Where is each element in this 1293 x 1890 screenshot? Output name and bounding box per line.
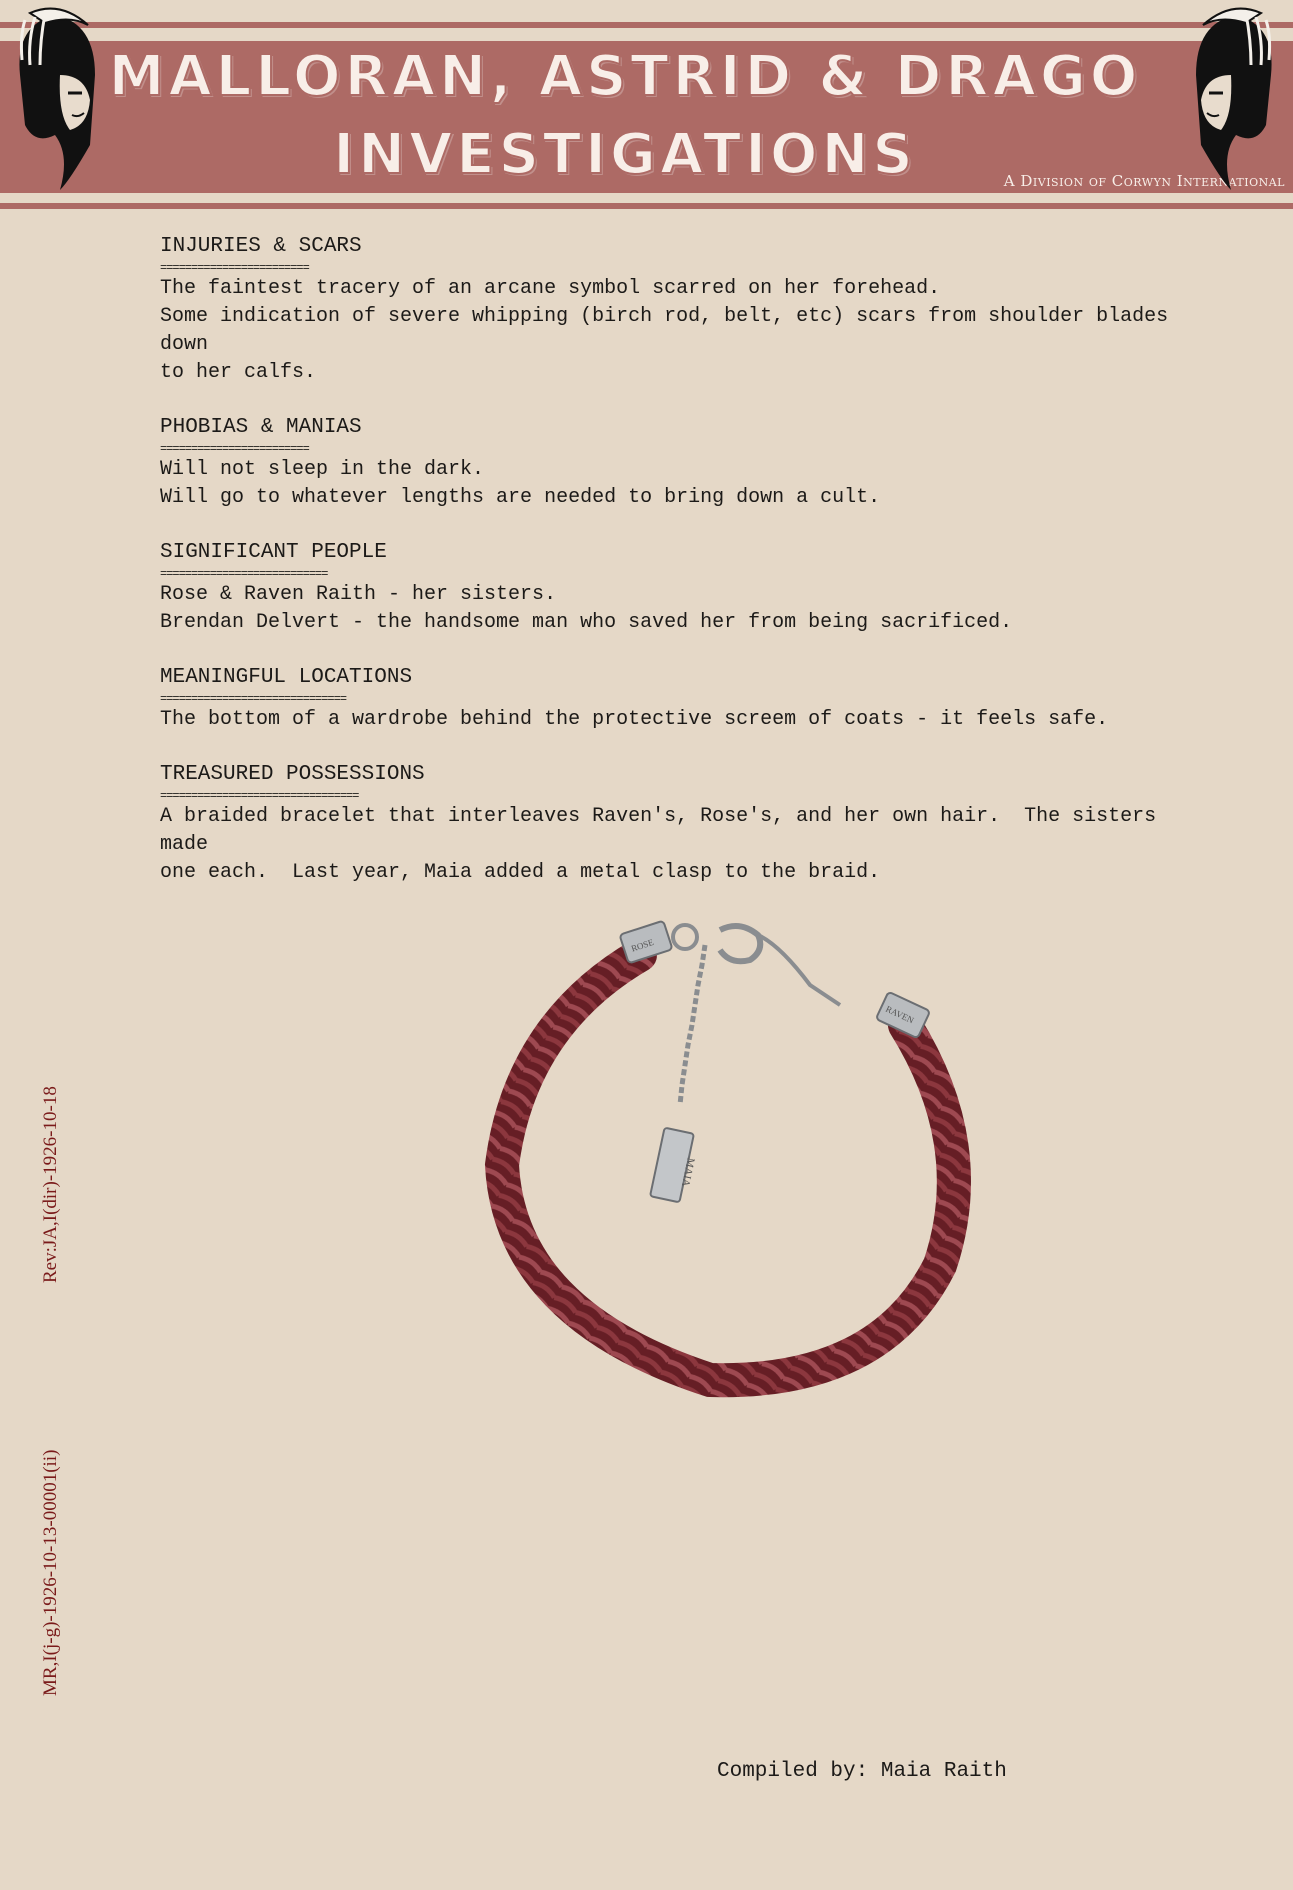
division-subtitle: A Division of Corwyn International	[1003, 172, 1285, 190]
section-rule: ================================	[160, 789, 359, 803]
company-name-line2: INVESTIGATIONS	[333, 122, 917, 187]
section-line: to her calfs.	[160, 361, 317, 384]
section-line: Some indication of severe whipping (birch rod, belt, etc) scars from shoulder blades down	[160, 305, 1181, 356]
section-heading: PHOBIAS & MANIAS	[160, 416, 362, 439]
compiled-name: Maia Raith	[880, 1760, 1007, 1783]
revision-code: Rev:JA,I(dir)-1926-10-18	[40, 1086, 61, 1283]
section-meaningful-locations	[160, 664, 1170, 734]
section-line: A braided bracelet that interleaves Raven's, Rose's, and her own hair. The sisters made	[160, 805, 1169, 856]
section-rule: ========================	[160, 442, 309, 456]
company-name-line1: MALLORAN, ASTRID & DRAGO	[108, 44, 1142, 109]
section-heading: SIGNIFICANT PEOPLE	[160, 541, 387, 564]
compiled-by	[717, 1760, 1007, 1783]
section-line: The bottom of a wardrobe behind the protective screem of coats - it feels safe.	[160, 708, 1109, 731]
top-border-line	[0, 22, 1293, 28]
section-treasured-possessions	[160, 761, 1170, 887]
section-injuries-scars	[160, 233, 1181, 387]
spartan-helmet-logo-right-icon	[1181, 5, 1291, 195]
section-line: Brendan Delvert - the handsome man who saved her from being sacrificed.	[160, 611, 1013, 634]
dossier-content	[160, 233, 1181, 914]
svg-text:RAVEN: RAVEN	[884, 1003, 916, 1026]
section-line: one each. Last year, Maia added a metal clasp to the braid.	[160, 861, 881, 884]
section-line: Will go to whatever lengths are needed to bring down a cult.	[160, 486, 881, 509]
section-significant-people	[160, 539, 1170, 637]
compiled-label: Compiled by:	[717, 1760, 869, 1783]
bottom-border-line	[0, 203, 1293, 209]
end-cap-left	[619, 921, 672, 964]
section-phobias-manias	[160, 414, 1170, 512]
section-rule: ==============================	[160, 692, 347, 706]
braided-bracelet-image	[480, 905, 1000, 1405]
section-rule: ========================	[160, 261, 309, 275]
svg-text:MAIA: MAIA	[678, 1156, 697, 1188]
section-rule: ===========================	[160, 567, 328, 581]
section-heading: INJURIES & SCARS	[160, 235, 362, 258]
section-heading: MEANINGFUL LOCATIONS	[160, 666, 413, 689]
svg-text:ROSE: ROSE	[629, 936, 655, 954]
name-tag	[650, 1128, 697, 1203]
record-code: MR,I(j-g)-1926-10-13-00001(ii)	[40, 1449, 61, 1696]
section-line: Rose & Raven Raith - her sisters.	[160, 583, 557, 606]
section-line: The faintest tracery of an arcane symbol scarred on her forehead.	[160, 277, 941, 300]
letterhead	[0, 0, 1293, 215]
section-heading: TREASURED POSSESSIONS	[160, 763, 425, 786]
section-line: Will not sleep in the dark.	[160, 458, 485, 481]
